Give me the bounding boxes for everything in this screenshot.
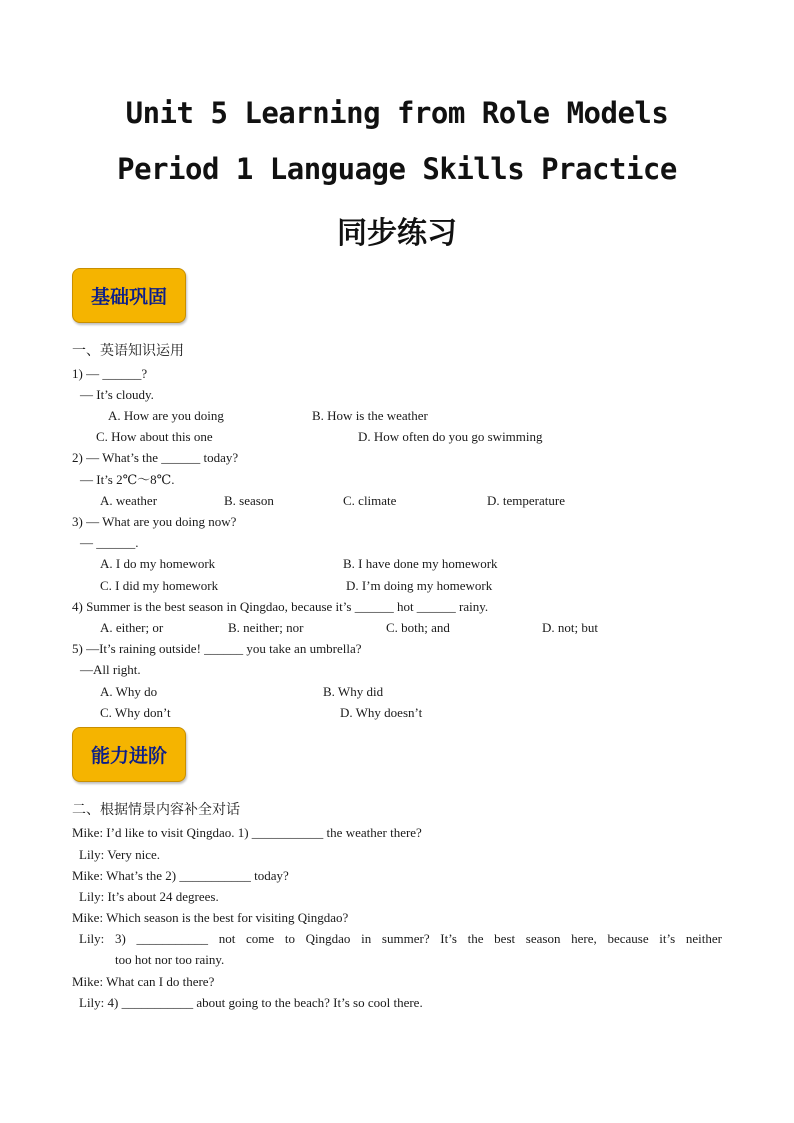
q2-option-d: D. temperature [487, 493, 565, 508]
dialogue-line: Mike: What’s the 2) ___________ today? [72, 868, 289, 883]
q1-option-c: C. How about this one [96, 429, 213, 444]
q5-option-b: B. Why did [323, 684, 384, 699]
dialogue-line: Lily: 4) ___________ about going to the beach? It’s so cool there. [79, 995, 423, 1010]
q4-option-c: C. both; and [386, 620, 450, 635]
dialogue-line: Lily: It’s about 24 degrees. [79, 889, 219, 904]
q1-option-a: A. How are you doing [108, 408, 224, 423]
q5-option-d: D. Why doesn’t [340, 705, 423, 720]
q3-option-d: D. I’m doing my homework [346, 578, 493, 593]
q4-option-d: D. not; but [542, 620, 598, 635]
q2-option-a: A. weather [100, 493, 158, 508]
q1-stem: 1) — ______? [72, 366, 148, 381]
dialogue-line: Mike: Which season is the best for visiting Qingdao? [72, 910, 349, 925]
q5-option-a: A. Why do [100, 684, 158, 699]
dialogue-line: Mike: What can I do there? [72, 974, 215, 989]
dialogue-line: Mike: I’d like to visit Qingdao. 1) ___________ the weather there? [72, 825, 422, 840]
title-line-1: Unit 5 Learning from Role Models [125, 96, 669, 130]
q2-stem: 2) — What’s the ______ today? [72, 450, 239, 465]
q3-stem: 3) — What are you doing now? [72, 514, 237, 529]
q3-option-c: C. I did my homework [100, 578, 219, 593]
q1-option-b: B. How is the weather [312, 408, 428, 423]
q3-option-b: B. I have done my homework [343, 556, 498, 571]
section-badge-advanced-label: 能力进阶 [90, 745, 167, 767]
q3-option-a: A. I do my homework [100, 556, 216, 571]
q4-option-a: A. either; or [100, 620, 164, 635]
section-badge-advanced [72, 727, 186, 782]
q4-option-b: B. neither; nor [228, 620, 304, 635]
q2-option-c: C. climate [343, 493, 397, 508]
q5-reply: —All right. [80, 662, 141, 677]
section-1-heading: 一、英语知识运用 [72, 343, 184, 359]
q3-reply: — ______. [80, 535, 139, 550]
q1-reply: — It’s cloudy. [80, 387, 154, 402]
dialogue-line: Lily: 3) ___________ not come to Qingdao in summer? It’s the best season here, because it’s neither [79, 931, 722, 946]
q1-option-d: D. How often do you go swimming [358, 429, 543, 444]
q2-option-b: B. season [224, 493, 274, 508]
dialogue-line: Lily: Very nice. [79, 847, 160, 862]
q2-reply: — It’s 2℃～8℃. [80, 472, 175, 487]
section-badge-basic-label: 基础巩固 [90, 286, 167, 308]
dialogue-line: too hot nor too rainy. [115, 952, 225, 967]
q5-option-c: C. Why don’t [100, 705, 171, 720]
section-badge-basic [72, 268, 186, 323]
q4-stem: 4) Summer is the best season in Qingdao, because it’s ______ hot ______ rainy. [72, 599, 489, 614]
q5-stem: 5) —It’s raining outside! ______ you take an umbrella? [72, 641, 362, 656]
section-2-heading: 二、根据情景内容补全对话 [72, 802, 240, 818]
title-line-2: Period 1 Language Skills Practice [117, 152, 677, 186]
page-subtitle: 同步练习 [337, 216, 457, 251]
